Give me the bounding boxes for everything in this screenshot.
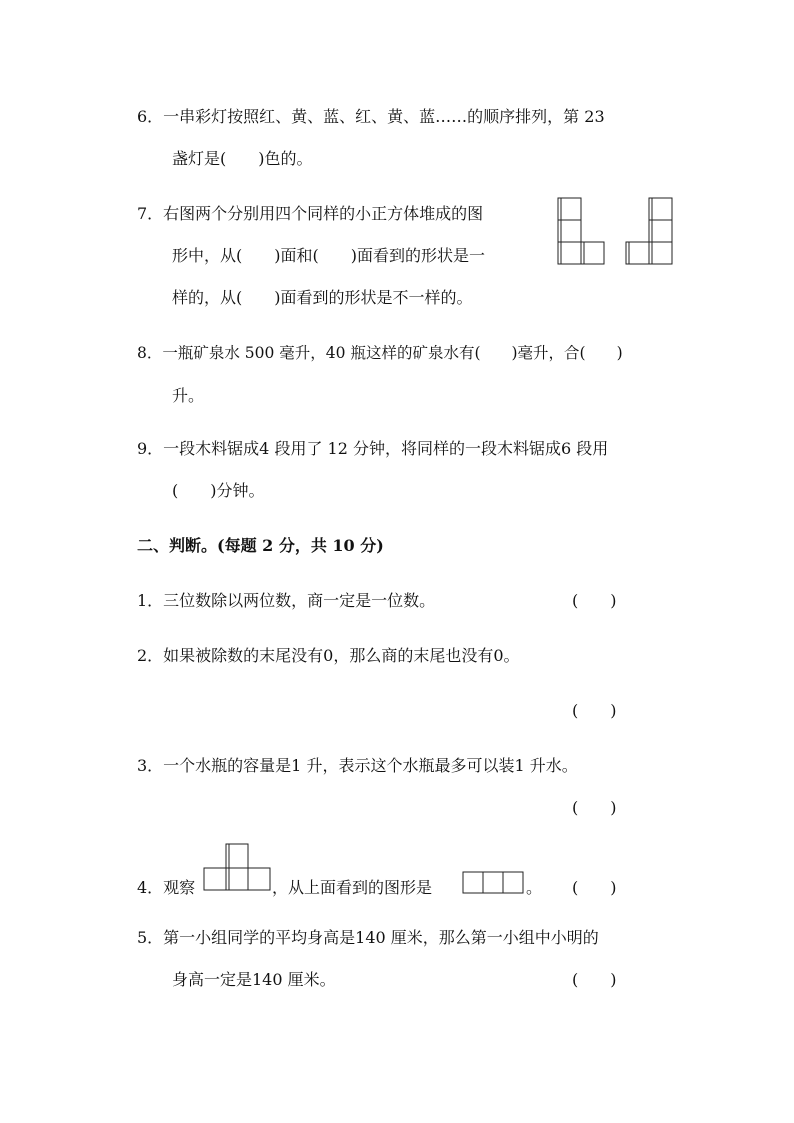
judge-q3-answer-paren[interactable]: ( ) [572,798,617,817]
q6-line2: 盏灯是( )色的。 [172,149,313,168]
judge-q2-answer-paren[interactable]: ( ) [572,701,617,720]
judge-q1-answer-paren[interactable]: ( ) [572,591,617,610]
judge-q3-text: 3．一个水瓶的容量是1 升，表示这个水瓶最多可以装1 升水。 [137,756,578,775]
judge-section-heading: 二、判断。(每题 2 分，共 10 分) [137,536,384,555]
judge-q5-line2: 身高一定是140 厘米。 [172,970,336,989]
q8-line2: 升。 [172,386,205,405]
judge-q5-answer-paren[interactable]: ( ) [572,970,617,989]
q8-line1: 8．一瓶矿泉水 500 毫升，40 瓶这样的矿泉水有( )毫升，合( ) [137,344,623,362]
cube-figure-b [625,197,675,267]
q6-line1: 6．一串彩灯按照红、黄、蓝、红、黄、蓝……的顺序排列，第 23 [137,107,605,126]
judge-q4-part1: 4．观察 [137,878,196,897]
observe-cube-figure [203,842,271,892]
judge-q4-answer-paren[interactable]: ( ) [572,878,617,897]
q9-line2: ( )分钟。 [172,481,265,500]
judge-q4-part3: 。 [526,878,543,897]
judge-q5-line1: 5．第一小组同学的平均身高是140 厘米，那么第一小组中小明的 [137,928,599,947]
cube-figure-a [557,197,607,267]
judge-q1-text: 1．三位数除以两位数，商一定是一位数。 [137,591,436,610]
q7-line1: 7．右图两个分别用四个同样的小正方体堆成的图 [137,204,484,223]
top-view-squares-figure [462,871,524,895]
judge-q2-text: 2．如果被除数的末尾没有0，那么商的末尾也没有0。 [137,646,520,665]
q9-line1: 9．一段木料锯成4 段用了 12 分钟，将同样的一段木料锯成6 段用 [137,439,609,458]
q7-line2: 形中，从( )面和( )面看到的形状是一 [172,246,485,265]
judge-q4-part2: ，从上面看到的图形是 [272,878,433,897]
q7-line3: 样的，从( )面看到的形状是不一样的。 [172,288,473,307]
